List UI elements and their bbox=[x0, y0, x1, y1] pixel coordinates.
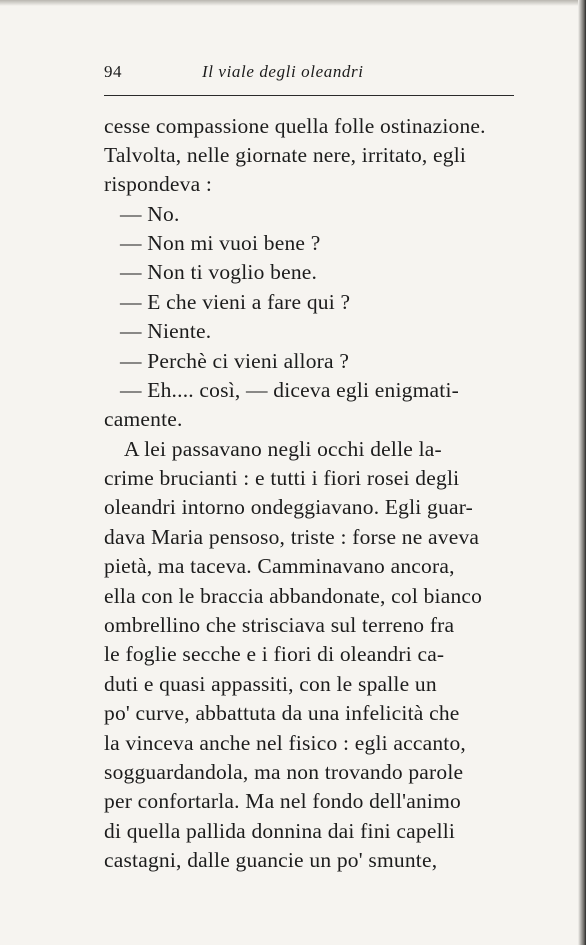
text-line: pietà, ma taceva. Camminavano ancora, bbox=[104, 554, 455, 578]
text-line: A lei passavano negli occhi delle la- bbox=[124, 437, 442, 461]
text-line: castagni, dalle guancie un po' smunte, bbox=[104, 848, 438, 872]
text-line: — Eh.... così, — diceva egli enigmati- bbox=[120, 378, 459, 402]
text-line: le foglie secche e i fiori di oleandri ca- bbox=[104, 642, 445, 666]
text-line: crime brucianti : e tutti i fiori rosei degli bbox=[104, 466, 460, 490]
text-line: — No. bbox=[120, 202, 180, 226]
text-line: oleandri intorno ondeggiavano. Egli guar- bbox=[104, 495, 473, 519]
text-line: — Non mi vuoi bene ? bbox=[120, 231, 321, 255]
text-line: di quella pallida donnina dai fini capelli bbox=[104, 819, 456, 843]
text-line: — Perchè ci vieni allora ? bbox=[120, 349, 350, 373]
text-line: po' curve, abbattuta da una infelicità che bbox=[104, 701, 460, 725]
text-line: ella con le braccia abbandonate, col bianco bbox=[104, 584, 483, 608]
text-line: ombrellino che strisciava sul terreno fra bbox=[104, 613, 455, 637]
running-header bbox=[104, 58, 512, 88]
page-top-edge bbox=[0, 0, 586, 6]
page-number: 94 bbox=[104, 62, 122, 81]
text-line: — E che vieni a fare qui ? bbox=[120, 290, 351, 314]
header-rule bbox=[104, 95, 514, 96]
text-line: Talvolta, nelle giornate nere, irritato, egli bbox=[104, 143, 467, 167]
page-binding-edge bbox=[578, 0, 586, 945]
text-line: sogguardandola, ma non trovando parole bbox=[104, 760, 464, 784]
text-line: camente. bbox=[104, 407, 183, 431]
text-line: la vinceva anche nel fisico : egli accanto, bbox=[104, 731, 466, 755]
running-title: Il viale degli oleandri bbox=[202, 62, 364, 81]
text-line: dava Maria pensoso, triste : forse ne aveva bbox=[104, 525, 480, 549]
text-line: — Non ti voglio bene. bbox=[120, 260, 318, 284]
text-line: cesse compassione quella folle ostinazione. bbox=[104, 114, 486, 138]
text-line: duti e quasi appassiti, con le spalle un bbox=[104, 672, 437, 696]
text-line: — Niente. bbox=[120, 319, 212, 343]
text-line: rispondeva : bbox=[104, 172, 213, 196]
text-line: per confortarla. Ma nel fondo dell'animo bbox=[104, 789, 461, 813]
